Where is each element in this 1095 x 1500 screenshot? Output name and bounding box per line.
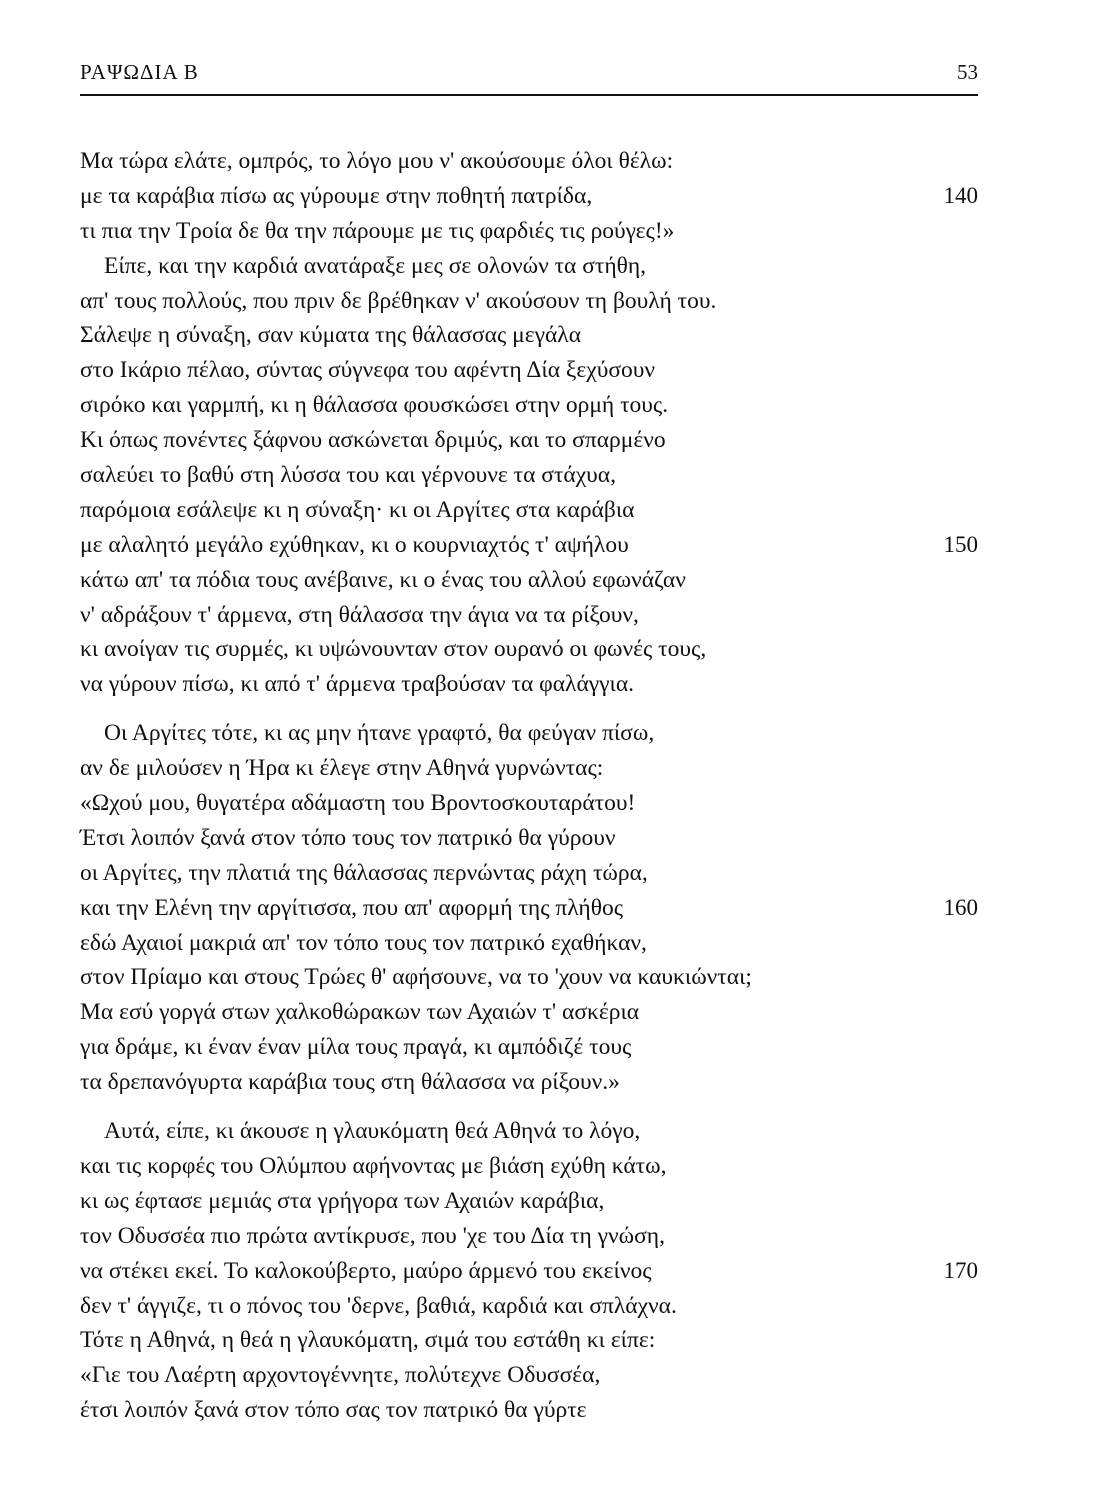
verse-text: για δράμε, κι έναν έναν μίλα τους πραγά, κι αμπόδιζέ τους: [80, 1034, 632, 1061]
verse-text: Σάλεψε η σύναξη, σαν κύματα της θάλασσας μεγάλα: [80, 322, 582, 349]
verse-line: [80, 995, 978, 1030]
verse-text: και την Ελένη την αργίτισσα, που απ' αφορμή της πλήθος: [80, 894, 624, 921]
verse-text: Κι όπως πονέντες ξάφνου ασκώνεται δριμύς, και το σπαρμένο: [80, 427, 666, 454]
verse-text: τι πια την Τροία δε θα την πάρουμε με τις φαρδιές τις ρούγες!»: [80, 217, 675, 244]
line-number: 170: [943, 1257, 978, 1283]
verse-text: έτσι λοιπόν ξανά στον τόπο σας τον πατρικό θα γύρτε: [80, 1397, 587, 1424]
verse-text: να γύρουν πίσω, κι από τ' άρμενα τραβούσαν τα φαλάγγια.: [80, 671, 635, 698]
verse-line: [80, 388, 978, 423]
verse-text: και τις κορφές του Ολύμπου αφήνοντας με βιάση εχύθη κάτω,: [80, 1152, 667, 1179]
verse-text: Μα τώρα ελάτε, ομπρός, το λόγο μου ν' ακούσουμε όλοι θέλω:: [80, 148, 674, 174]
verse-text: να στέκει εκεί. Το καλοκούβερτο, μαύρο άρμενό του εκείνος: [80, 1257, 652, 1284]
verse-line: [80, 563, 978, 598]
verse-text: σιρόκο και γαρμπή, κι η θάλασσα φουσκώσει στην ορμή τους.: [80, 392, 669, 419]
verse-line: [80, 214, 978, 249]
verse-line: [80, 856, 978, 891]
verse-line: [80, 318, 978, 353]
verse-line: [80, 667, 978, 702]
running-head: ΡΑΨΩΔΙΑ Β: [80, 60, 199, 84]
verse-line: [80, 598, 978, 633]
verse-text: ν' αδράξουν τ' άρμενα, στη θάλασσα την άγια να τα ρίξουν,: [80, 601, 639, 628]
verse-text: με αλαλητό μεγάλο εχύθηκαν, κι ο κουρνιαχτός τ' αψήλου: [80, 531, 629, 558]
verse-text: κι ανοίγαν τις συρμές, κι υψώνουνταν στον ουρανό οι φωνές τους,: [80, 636, 707, 663]
line-number: 140: [943, 182, 978, 208]
verse-line: [80, 821, 978, 856]
verse-text: σαλεύει το βαθύ στη λύσσα του και γέρνουνε τα στάχυα,: [80, 462, 616, 489]
verse-line: [80, 249, 978, 284]
verse-line: [80, 1289, 978, 1324]
stanza: [80, 716, 978, 1100]
stanza: [80, 1114, 978, 1428]
verse-text: με τα καράβια πίσω ας γύρουμε στην ποθητή πατρίδα,: [80, 182, 593, 209]
verse-line: [80, 1149, 978, 1184]
page-number: 53: [957, 60, 978, 84]
verse-text: δεν τ' άγγιζε, τι ο πόνος του 'δερνε, βαθιά, καρδιά και σπλάχνα.: [80, 1292, 677, 1319]
poem-body: [80, 144, 978, 1442]
verse-line: [80, 1030, 978, 1065]
verse-text: Έτσι λοιπόν ξανά στον τόπο τους τον πατρικό θα γύρουν: [80, 824, 616, 851]
verse-line: [80, 1219, 978, 1254]
verse-line: [80, 179, 978, 214]
verse-line: [80, 1358, 978, 1393]
verse-text: τον Οδυσσέα πιο πρώτα αντίκρυσε, που 'χε του Δία τη γνώση,: [80, 1222, 665, 1249]
verse-line: [80, 423, 978, 458]
verse-line: [80, 144, 978, 179]
verse-text: κι ως έφτασε μεμιάς στα γρήγορα των Αχαιών καράβια,: [80, 1187, 605, 1214]
verse-line: [80, 891, 978, 926]
verse-text: τα δρεπανόγυρτα καράβια τους στη θάλασσα να ρίξουν.»: [80, 1069, 620, 1096]
verse-text: εδώ Αχαιοί μακριά απ' τον τόπο τους τον πατρικό εχαθήκαν,: [80, 929, 647, 956]
verse-text: Αυτά, είπε, κι άκουσε η γλαυκόματη θεά Αθηνά το λόγο,: [104, 1118, 641, 1145]
verse-line: [80, 786, 978, 821]
verse-line: [80, 926, 978, 961]
verse-text: αν δε μιλούσεν η Ήρα κι έλεγε στην Αθηνά γυρνώντας:: [80, 755, 604, 782]
verse-text: στο Ικάριο πέλαο, σύντας σύγνεφα του αφέντη Δία ξεχύσουν: [80, 357, 656, 384]
verse-line: [80, 751, 978, 786]
verse-line: [80, 284, 978, 319]
verse-line: [80, 528, 978, 563]
verse-line: [80, 1254, 978, 1289]
verse-text: παρόμοια εσάλεψε κι η σύναξη· κι οι Αργίτες στα καράβια: [80, 496, 635, 523]
verse-line: [80, 1184, 978, 1219]
verse-text: Είπε, και την καρδιά ανατάραξε μες σε ολονών τα στήθη,: [104, 252, 647, 279]
verse-line: [80, 1065, 978, 1100]
page-header: [80, 58, 978, 96]
verse-line: [80, 458, 978, 493]
verse-text: κάτω απ' τα πόδια τους ανέβαινε, κι ο ένας του αλλού εφωνάζαν: [80, 566, 686, 593]
verse-line: [80, 493, 978, 528]
verse-text: «Γιε του Λαέρτη αρχοντογέννητε, πολύτεχνε Οδυσσέα,: [80, 1362, 601, 1389]
verse-text: οι Αργίτες, την πλατιά της θάλασσας περνώντας ράχη τώρα,: [80, 859, 648, 886]
line-number: 150: [943, 531, 978, 557]
line-number: 160: [943, 894, 978, 920]
verse-text: Τότε η Αθηνά, η θεά η γλαυκόματη, σιμά του εστάθη κι είπε:: [80, 1327, 656, 1354]
verse-text: στον Πρίαμο και στους Τρώες θ' αφήσουνε, να το 'χουν να καυκιώνται;: [80, 964, 752, 991]
verse-line: [80, 716, 978, 751]
verse-text: απ' τους πολλούς, που πριν δε βρέθηκαν ν' ακούσουν τη βουλή του.: [80, 287, 717, 314]
verse-line: [80, 632, 978, 667]
verse-line: [80, 353, 978, 388]
verse-line: [80, 1393, 978, 1428]
verse-line: [80, 960, 978, 995]
stanza: [80, 144, 978, 702]
verse-text: Μα εσύ γοργά στων χαλκοθώρακων των Αχαιών τ' ασκέρια: [80, 999, 640, 1026]
verse-line: [80, 1323, 978, 1358]
verse-text: «Ωχού μου, θυγατέρα αδάμαστη του Βροντοσκουταράτου!: [80, 790, 636, 817]
verse-text: Οι Αργίτες τότε, κι ας μην ήτανε γραφτό, θα φεύγαν πίσω,: [104, 720, 655, 747]
verse-line: [80, 1114, 978, 1149]
